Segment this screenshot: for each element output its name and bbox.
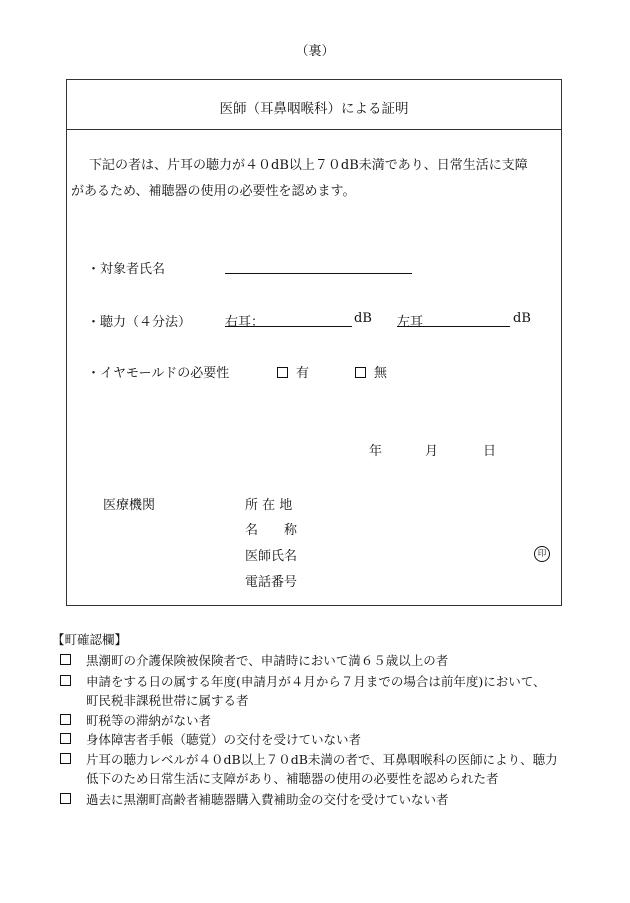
certificate-box [66, 79, 562, 606]
left-ear-unit: dB [513, 311, 531, 326]
earmold-yes-checkbox[interactable] [277, 367, 288, 378]
institution-label: 医療機関 [103, 498, 156, 513]
doctor-name-label: 医師氏名 [245, 549, 298, 564]
town-check-text: 町税等の滞納がない者 [86, 713, 212, 728]
checkbox-icon[interactable] [60, 753, 71, 764]
earmold-no-label: 無 [374, 366, 388, 381]
name-label: 名 称 [245, 523, 298, 538]
earmold-yes-option[interactable] [277, 362, 309, 381]
earmold-label: ・イヤモールドの必要性 [87, 366, 230, 381]
town-check-text: 身体障害者手帳（聴覚）の交付を受けていない者 [86, 732, 362, 747]
town-check-text: 片耳の聴力レベルが４０dB以上７０dB未満の者で、耳鼻咽喉科の医師により、聴力 [86, 752, 558, 767]
date-month-label: 月 [425, 444, 439, 459]
right-ear-unit: dB [354, 311, 372, 326]
certificate-body-line-2: があるため、補聴器の使用の必要性を認めます。 [71, 184, 356, 199]
subject-name-field[interactable] [225, 273, 412, 274]
town-check-text: 黒潮町の介護保険被保険者で、申請時において満６５歳以上の者 [86, 653, 449, 668]
checkbox-icon[interactable] [60, 733, 71, 744]
earmold-no-option[interactable] [355, 362, 387, 381]
town-check-text: 申請をする日の属する年度(申請月が４月から７月までの場合は前年度)において、 [86, 674, 546, 689]
certificate-title: 医師（耳鼻咽喉科）による証明 [219, 101, 409, 117]
left-ear-field[interactable] [397, 326, 510, 327]
date-day-label: 日 [483, 444, 497, 459]
certificate-body-line-1: 下記の者は、片耳の聴力が４０dB以上７０dB未満であり、日常生活に支障 [89, 158, 528, 173]
checkbox-icon[interactable] [60, 654, 71, 665]
checkbox-icon[interactable] [60, 714, 71, 725]
date-year-label: 年 [369, 444, 383, 459]
subject-name-label: ・対象者氏名 [87, 262, 166, 277]
seal-mark: 印 [534, 546, 550, 562]
certificate-header [67, 80, 561, 130]
town-confirmation-header: 【町確認欄】 [52, 632, 128, 647]
left-ear-label: 左耳 [397, 315, 424, 330]
page-side-label: （裏） [295, 44, 335, 59]
phone-label: 電話番号 [245, 575, 298, 590]
earmold-no-checkbox[interactable] [355, 367, 366, 378]
checkbox-icon[interactable] [60, 675, 71, 686]
town-check-text-continued: 低下のため日常生活に支障があり、補聴器の使用の必要性を認められた者 [86, 771, 499, 786]
town-check-text: 過去に黒潮町高齢者補聴器購入費補助金の交付を受けていない者 [86, 792, 449, 807]
earmold-yes-label: 有 [296, 366, 310, 381]
town-check-text-continued: 町民税非課税世帯に属する者 [86, 693, 249, 708]
address-label: 所 在 地 [245, 498, 293, 513]
hearing-label: ・聴力（４分法） [87, 315, 192, 330]
checkbox-icon[interactable] [60, 793, 71, 804]
right-ear-label: 右耳： [225, 315, 265, 330]
right-ear-field[interactable] [225, 326, 352, 327]
